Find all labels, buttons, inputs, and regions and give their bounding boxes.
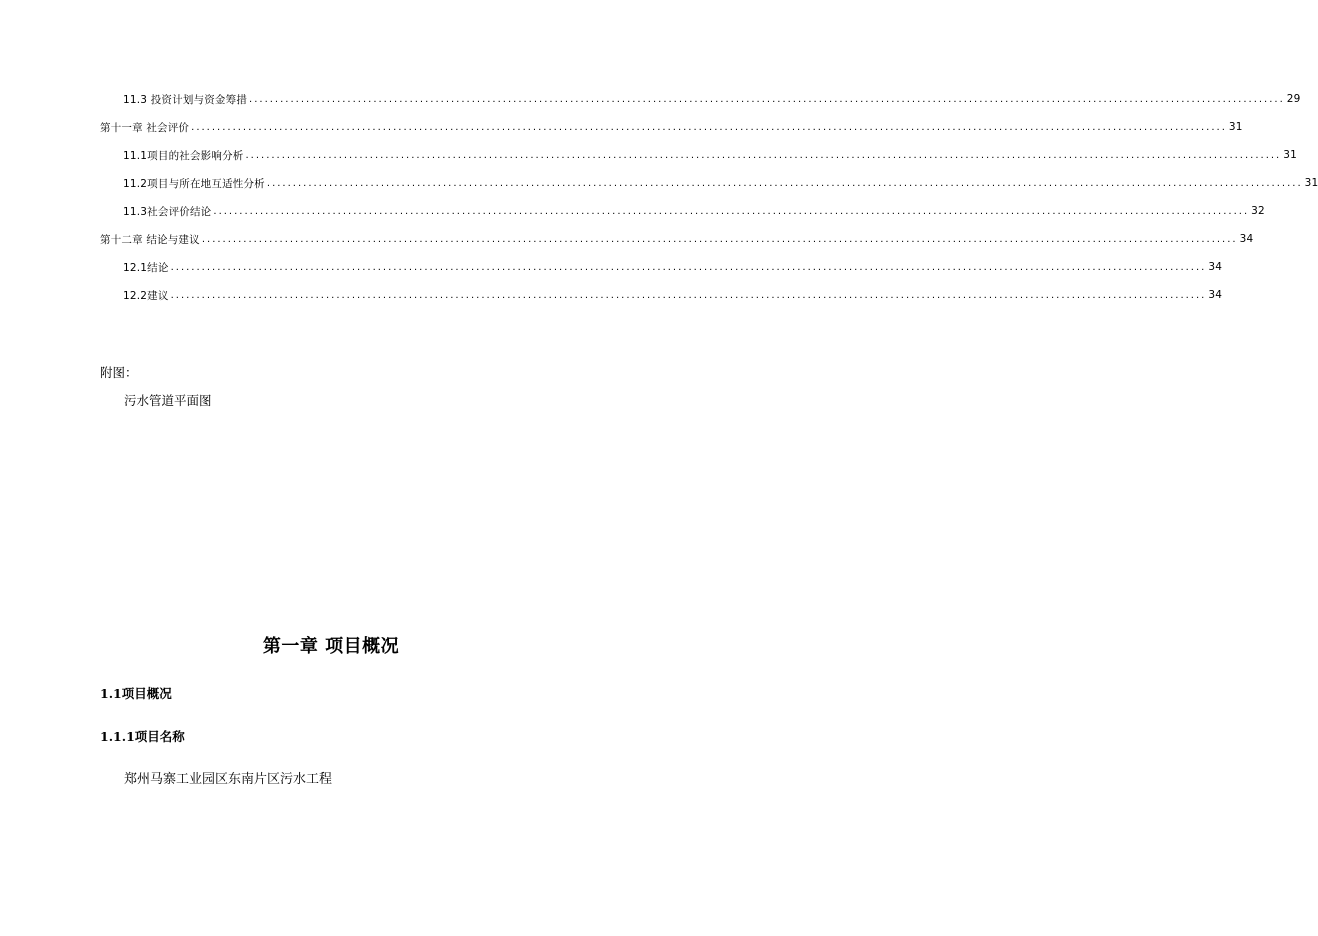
toc-entry[interactable]: [100, 253, 1223, 281]
toc-entry-page: 31: [1228, 121, 1243, 133]
toc-entry-page: 29: [1286, 93, 1301, 105]
toc-leader-dots: ........................................................................................................................................................................................................: [213, 205, 1250, 217]
toc-entry-title: 11.1项目的社会影响分析: [123, 149, 244, 162]
toc-entry-title: 11.3社会评价结论: [123, 205, 212, 218]
toc-entry-page: 32: [1251, 205, 1265, 217]
toc-entry[interactable]: [100, 281, 1223, 309]
subsection-heading: 1.1.1项目名称: [100, 729, 185, 744]
toc-entry[interactable]: [100, 85, 1301, 113]
toc-entry-page: 34: [1208, 261, 1223, 273]
toc-leader-dots: ........................................................................................................................................................................................................: [249, 93, 1285, 105]
toc-leader-dots: ........................................................................................................................................................................................................: [191, 121, 1227, 133]
toc-entry-page: 31: [1283, 149, 1297, 161]
toc-leader-dots: ........................................................................................................................................................................................................: [245, 149, 1282, 161]
toc-entry-page: 34: [1239, 233, 1254, 245]
appendix-label: 附图：: [100, 365, 138, 380]
toc-entry[interactable]: [100, 197, 1265, 225]
toc-entry[interactable]: [100, 225, 1254, 253]
appendix-item: 污水管道平面图: [124, 393, 212, 408]
toc-entry-title: 第十二章 结论与建议: [100, 233, 200, 246]
toc-entry[interactable]: [100, 113, 1243, 141]
toc-leader-dots: ........................................................................................................................................................................................................: [266, 177, 1303, 189]
chapter-title: 第一章 项目概况: [262, 636, 400, 657]
toc-entry-title: 12.1结论: [123, 261, 169, 274]
toc-entry-title: 11.2项目与所在地互适性分析: [123, 177, 265, 190]
toc-entry-title: 11.3 投资计划与资金筹措: [123, 93, 248, 106]
toc-entry[interactable]: [100, 141, 1297, 169]
toc-entry-title: 第十一章 社会评价: [100, 121, 190, 134]
toc-leader-dots: ........................................................................................................................................................................................................: [170, 261, 1207, 273]
project-name-text: 郑州马寨工业园区东南片区污水工程: [124, 772, 333, 787]
toc-leader-dots: ........................................................................................................................................................................................................: [201, 233, 1238, 245]
toc-entry-title: 12.2建议: [123, 289, 169, 302]
table-of-contents: [100, 85, 1318, 309]
toc-entry-page: 34: [1208, 289, 1223, 301]
toc-entry[interactable]: [100, 169, 1318, 197]
section-heading: 1.1项目概况: [100, 686, 172, 701]
toc-leader-dots: ........................................................................................................................................................................................................: [170, 289, 1207, 301]
toc-entry-page: 31: [1304, 177, 1318, 189]
